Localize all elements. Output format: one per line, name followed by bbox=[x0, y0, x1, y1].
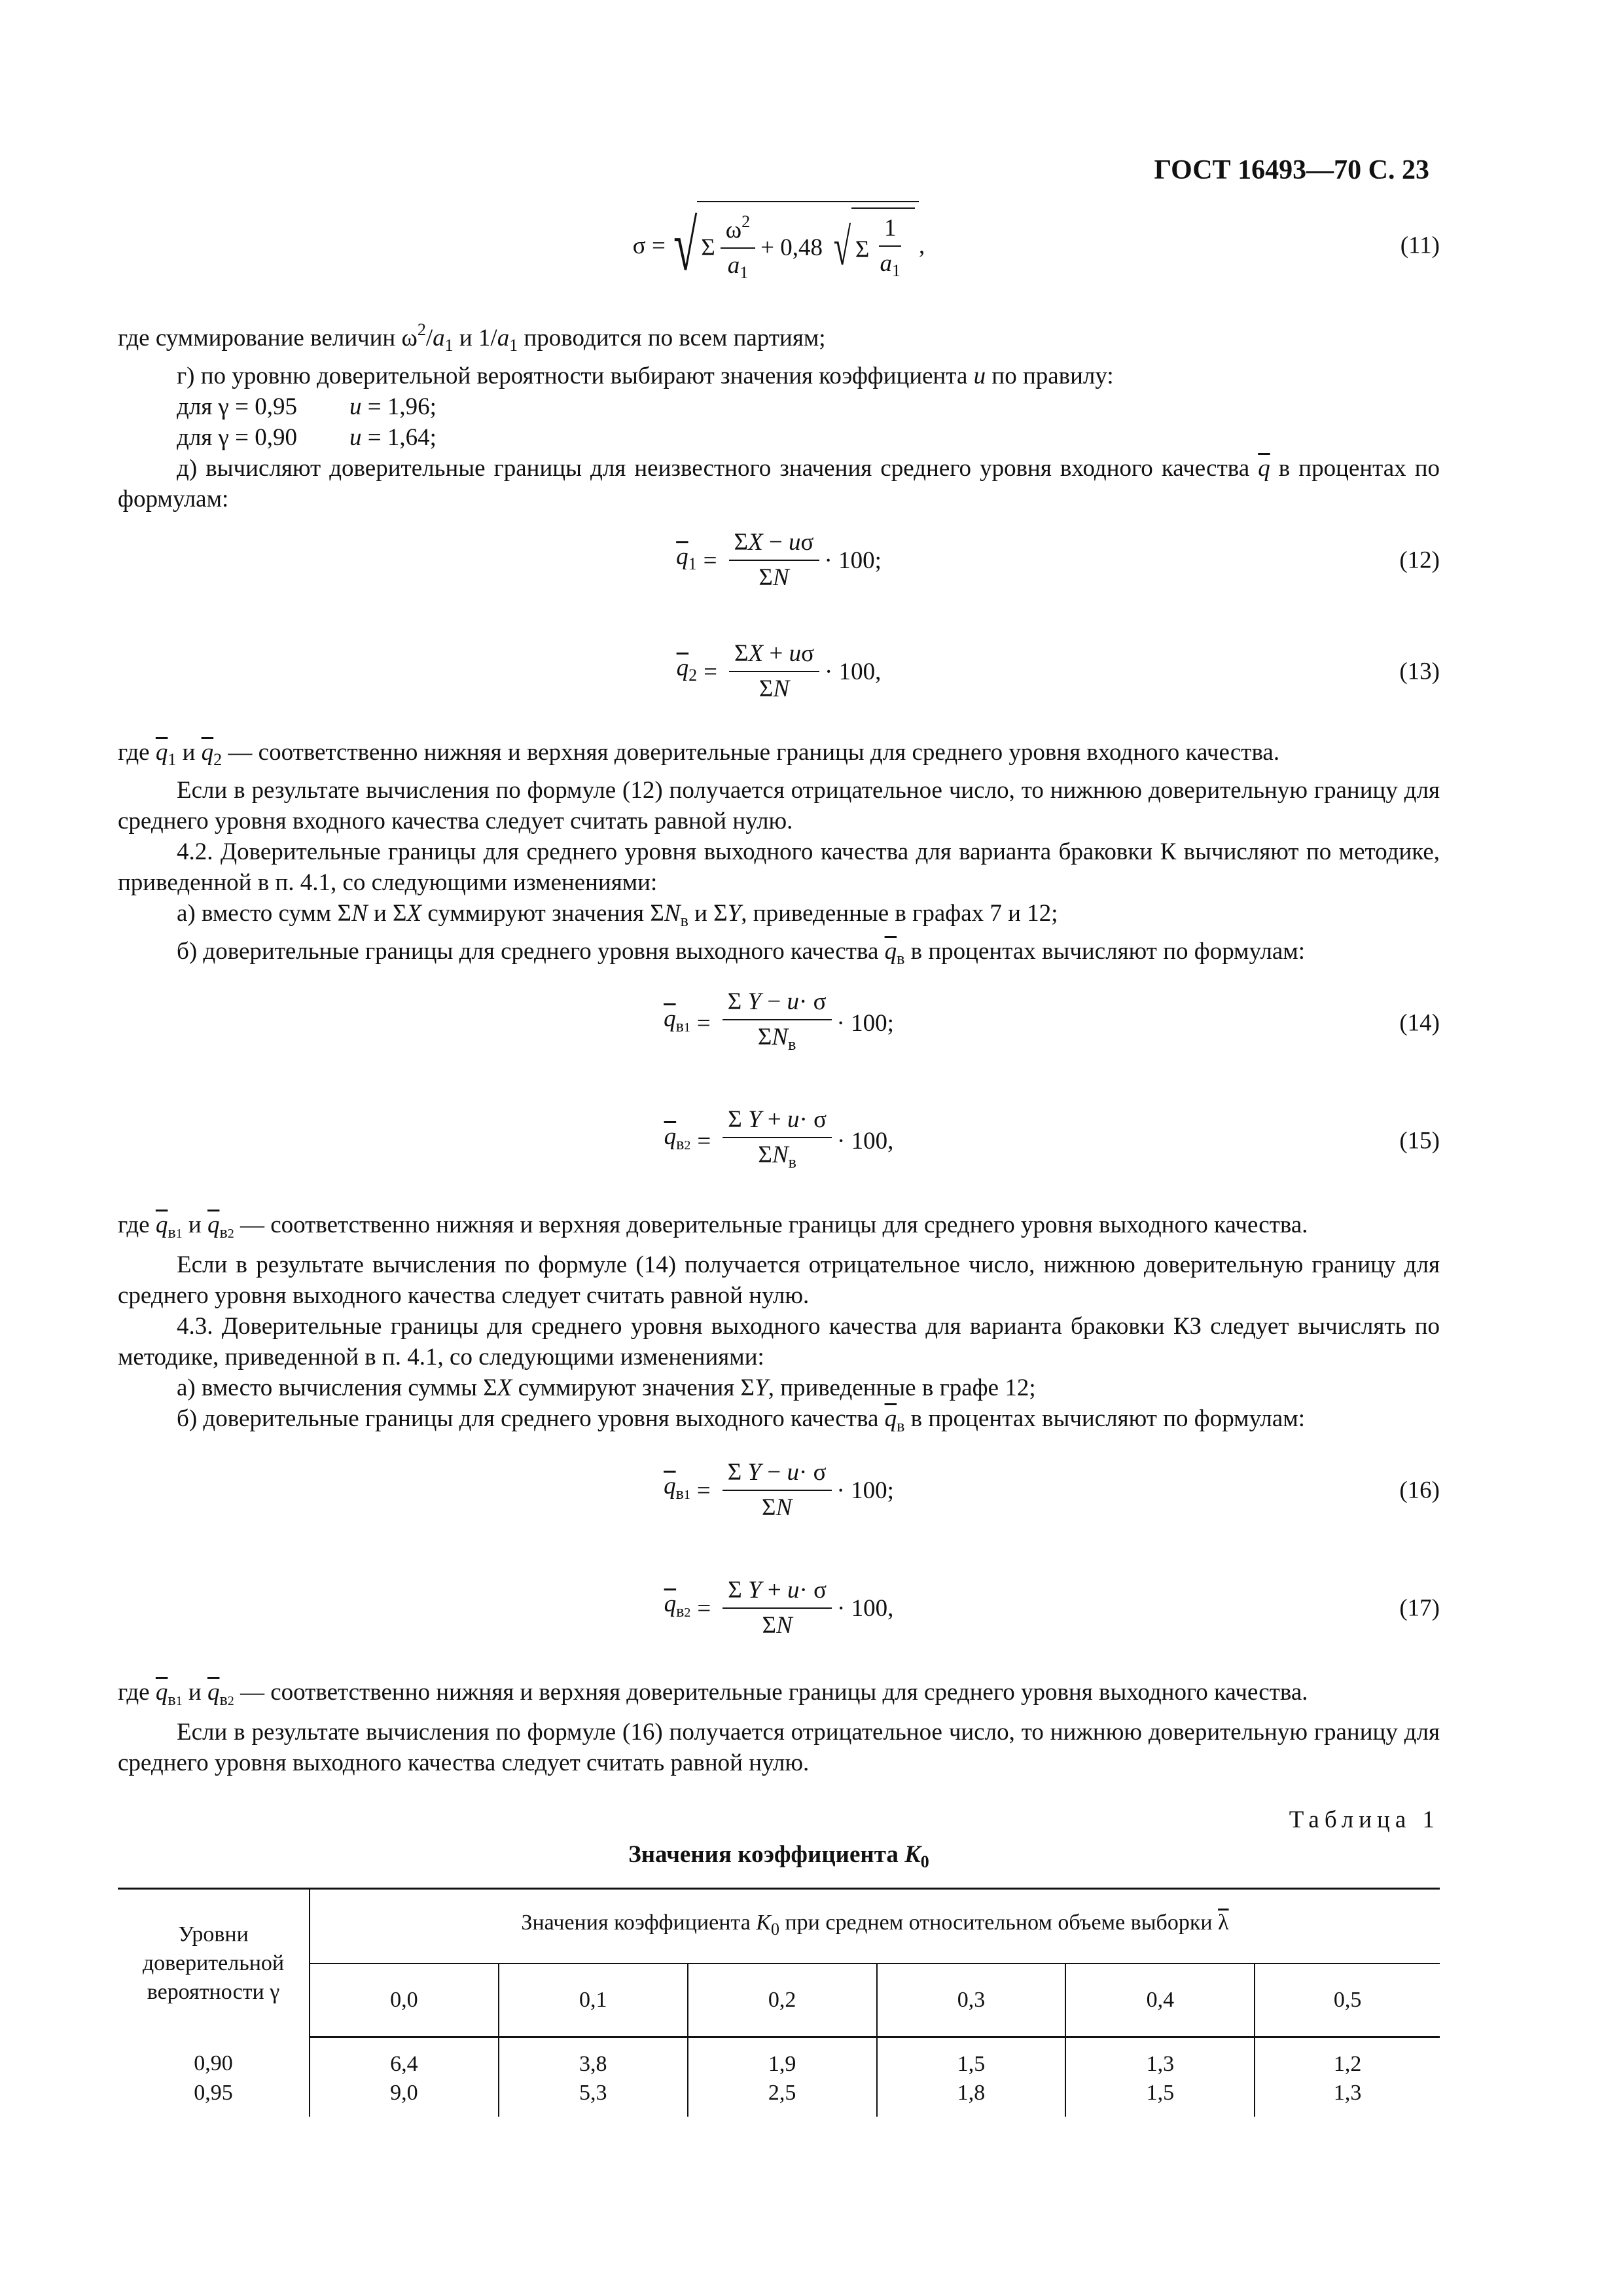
sub: 1 bbox=[175, 1227, 183, 1241]
table-cell-level: 0,90 bbox=[194, 2051, 233, 2076]
sub: в bbox=[675, 1483, 684, 1503]
x-var: X bbox=[748, 529, 763, 556]
equals: = bbox=[697, 1594, 711, 1622]
eq17-tail: · 100, bbox=[837, 1594, 894, 1622]
sub: 0 bbox=[920, 1852, 929, 1871]
op: + bbox=[769, 640, 783, 667]
eq11-root bbox=[666, 201, 919, 290]
q-var: $\overline{q}$ bbox=[676, 543, 688, 570]
paragraph-rule-095 bbox=[118, 391, 1440, 422]
table-cell: 1,9 bbox=[688, 2037, 877, 2079]
text: а) вместо сумм Σ bbox=[177, 900, 352, 927]
eq11-inner-radicand bbox=[851, 207, 915, 288]
sigma: Σ bbox=[762, 1612, 777, 1639]
table-label: Таблица 1 bbox=[1289, 1806, 1440, 1833]
sigma-symbol: Σ bbox=[855, 236, 870, 263]
text: и bbox=[188, 1679, 202, 1706]
sub: 2 bbox=[684, 1138, 691, 1153]
equation-17 bbox=[118, 1559, 1440, 1657]
u-var: u bbox=[789, 529, 801, 556]
sigma-var: σ bbox=[801, 640, 815, 667]
sigma-var: σ bbox=[800, 529, 814, 556]
q-var: $\overline{q}$ bbox=[884, 1405, 897, 1432]
text: суммируют значения Σ bbox=[421, 900, 664, 927]
n-var: N bbox=[772, 1023, 789, 1050]
sigma-var: · σ bbox=[799, 988, 827, 1015]
y-var: Y bbox=[748, 1577, 762, 1604]
eq11-frac2 bbox=[874, 211, 906, 288]
op: + bbox=[767, 1577, 781, 1604]
k-var: K bbox=[904, 1841, 921, 1868]
sigma-var: · σ bbox=[799, 1105, 827, 1133]
table-title bbox=[118, 1839, 1440, 1877]
sub: в bbox=[788, 1152, 796, 1172]
n-var: N bbox=[772, 1141, 789, 1168]
text: д) вычисляют доверительные границы для неизвестного значения среднего уровня входного качества bbox=[177, 455, 1250, 482]
u-var: u bbox=[789, 640, 802, 667]
paragraph-4-3-b bbox=[118, 1403, 1440, 1441]
sub: в bbox=[168, 1223, 176, 1242]
n-var: N bbox=[772, 564, 789, 591]
q-var: $\overline{q}$ bbox=[155, 1211, 168, 1238]
text: в процентах вычисляют по формулам: bbox=[910, 938, 1306, 965]
eq13-tail: · 100, bbox=[825, 658, 882, 685]
eq14-frac bbox=[722, 985, 832, 1062]
text: г) по уровню доверительной вероятности выбирают значения коэффициента bbox=[177, 363, 968, 389]
sub: в bbox=[788, 1034, 796, 1054]
eq11-plus: + 0,48 bbox=[760, 234, 823, 261]
paragraph-where-qv-2 bbox=[118, 1677, 1440, 1717]
n-var: N bbox=[776, 1494, 793, 1521]
sub: 2 bbox=[227, 1694, 234, 1708]
radical-sign: √ bbox=[833, 219, 851, 276]
sigma: Σ bbox=[727, 1459, 742, 1486]
sub: 1 bbox=[740, 263, 749, 282]
sub: в bbox=[676, 1601, 685, 1621]
x-var: X bbox=[406, 900, 422, 927]
equals: = bbox=[703, 547, 717, 574]
sup: 2 bbox=[741, 212, 751, 231]
sigma: Σ bbox=[727, 988, 742, 1015]
q-var: $\overline{q}$ bbox=[664, 1590, 677, 1617]
y-var: Y bbox=[747, 988, 762, 1015]
n-var: N bbox=[776, 1612, 793, 1639]
equation-number-15: (15) bbox=[1399, 1127, 1440, 1155]
sub: в bbox=[897, 1416, 905, 1435]
paragraph-where-q bbox=[118, 737, 1440, 775]
sigma: Σ bbox=[757, 1023, 772, 1050]
column-header: 0,5 bbox=[1255, 1964, 1440, 2037]
k0-table bbox=[118, 1888, 1440, 2117]
paragraph-4-2: 4.2. Доверительные границы для среднего уровня выходного качества для варианта браковки К вычисляют по методике, приведенной в п. 4.1, со следующими изменениями: bbox=[118, 838, 1440, 896]
eq11-frac bbox=[721, 205, 755, 290]
text: и Σ bbox=[367, 900, 407, 927]
text: и 1/ bbox=[453, 325, 497, 351]
sigma-var: · σ bbox=[799, 1459, 827, 1486]
a-var: a bbox=[433, 325, 445, 351]
column-header: 0,3 bbox=[877, 1964, 1066, 2037]
sub: 2 bbox=[213, 750, 223, 769]
eq15-tail: · 100, bbox=[837, 1127, 894, 1155]
paragraph-summation bbox=[118, 314, 1440, 361]
sub: 1 bbox=[509, 336, 518, 355]
sub: в bbox=[897, 949, 905, 968]
lambda-var: $\overline{\lambda}$ bbox=[1218, 1910, 1229, 1935]
sub: в bbox=[680, 911, 688, 930]
u-var: u bbox=[787, 1459, 799, 1486]
eq17-frac bbox=[722, 1573, 832, 1643]
x-var: X bbox=[748, 640, 764, 667]
text: проводится по всем партиям; bbox=[518, 325, 826, 351]
q-var: $\overline{q}$ bbox=[207, 1211, 220, 1238]
u-var: u bbox=[787, 988, 799, 1015]
q-var: $\overline{q}$ bbox=[1258, 455, 1270, 482]
y-var: Y bbox=[747, 1459, 762, 1486]
text: , приведенные в графах 7 и 12; bbox=[741, 900, 1058, 927]
equation-number-12: (12) bbox=[1399, 547, 1440, 574]
q-var: $\overline{q}$ bbox=[664, 1122, 677, 1150]
text: суммируют значения Σ bbox=[512, 1374, 755, 1401]
sub: 2 bbox=[227, 1227, 234, 1241]
q-var: $\overline{q}$ bbox=[155, 1679, 168, 1706]
text: / bbox=[425, 325, 433, 351]
equation-15 bbox=[118, 1092, 1440, 1190]
sub: 2 bbox=[688, 666, 698, 685]
page-header: ГОСТ 16493—70 С. 23 bbox=[1154, 155, 1429, 185]
table-cell: 5,3 bbox=[499, 2079, 688, 2117]
equation-number-14: (14) bbox=[1399, 1009, 1440, 1037]
text: в процентах по формулам: bbox=[118, 455, 1440, 512]
q-var: $\overline{q}$ bbox=[207, 1679, 220, 1706]
sigma: Σ bbox=[734, 529, 749, 556]
paragraph-4-3: 4.3. Доверительные границы для среднего уровня выходного качества для варианта браковки КЗ следует вычислять по методике, приведенной в п. 4.1, со следующими изменениями: bbox=[118, 1313, 1440, 1371]
sub: 1 bbox=[175, 1694, 183, 1708]
k-var: K bbox=[756, 1910, 771, 1935]
table-cell: 1,5 bbox=[1065, 2079, 1255, 2117]
equation-14 bbox=[118, 974, 1440, 1072]
equation-number-16: (16) bbox=[1399, 1477, 1440, 1504]
equation-number-13: (13) bbox=[1399, 658, 1440, 685]
equation-16 bbox=[118, 1441, 1440, 1539]
text: — соответственно нижняя и верхняя доверительные границы для среднего уровня входного качества. bbox=[228, 739, 1280, 766]
column-header: 0,4 bbox=[1065, 1964, 1255, 2037]
equation-11 bbox=[118, 196, 1440, 295]
paragraph-g bbox=[118, 361, 1440, 391]
table-row bbox=[118, 2079, 1440, 2117]
sub: 0 bbox=[770, 1920, 779, 1939]
text: б) доверительные границы для среднего уровня выходного качества bbox=[177, 938, 879, 965]
a-var: a bbox=[727, 252, 740, 279]
y-var: Y bbox=[748, 1105, 762, 1133]
radical-sign: √ bbox=[673, 206, 698, 285]
column-header: 0,0 bbox=[310, 1964, 499, 2037]
text: = 1,64; bbox=[367, 424, 437, 451]
sigma-var: · σ bbox=[799, 1577, 827, 1604]
text: при среднем относительном объеме выборки bbox=[785, 1910, 1213, 1935]
sigma: Σ bbox=[728, 1577, 742, 1604]
sigma: Σ bbox=[758, 1141, 772, 1168]
eq11-lhs: σ = bbox=[632, 232, 666, 259]
text: Значения коэффициента bbox=[521, 1910, 751, 1935]
eq11-inner-root bbox=[828, 207, 915, 288]
q-var: $\overline{q}$ bbox=[155, 739, 168, 766]
equals: = bbox=[697, 1127, 711, 1155]
q-var: $\overline{q}$ bbox=[676, 655, 689, 681]
text: для γ = 0,95 bbox=[177, 393, 298, 420]
sub: в bbox=[219, 1690, 228, 1709]
eq11-tail: , bbox=[918, 232, 925, 259]
eq13-frac bbox=[729, 637, 819, 706]
text: — соответственно нижняя и верхняя доверительные границы для среднего уровня выходного качества. bbox=[240, 1211, 1308, 1238]
eq15-frac bbox=[722, 1103, 832, 1179]
sigma: Σ bbox=[758, 675, 774, 702]
text: где суммирование величин ω bbox=[118, 325, 418, 351]
text: по правилу: bbox=[991, 363, 1114, 389]
equation-13 bbox=[118, 626, 1440, 717]
q-var: $\overline{q}$ bbox=[884, 938, 897, 965]
equation-number-17: (17) bbox=[1399, 1594, 1440, 1622]
sub: 1 bbox=[444, 336, 454, 355]
text: , приведенные в графе 12; bbox=[768, 1374, 1036, 1401]
n-var: N bbox=[664, 900, 681, 927]
column-header: 0,1 bbox=[499, 1964, 688, 2037]
op: − bbox=[768, 529, 783, 556]
sub: 1 bbox=[688, 554, 697, 573]
sub: в bbox=[219, 1223, 228, 1242]
text: б) доверительные границы для среднего уровня выходного качества bbox=[177, 1405, 879, 1432]
table-cell: 1,8 bbox=[877, 2079, 1066, 2117]
table-cell: 1,5 bbox=[877, 2037, 1066, 2079]
sub: 1 bbox=[683, 1487, 690, 1502]
eq16-tail: · 100; bbox=[836, 1477, 894, 1504]
op: + bbox=[767, 1105, 781, 1133]
q-var: $\overline{q}$ bbox=[201, 739, 214, 766]
column-header-level: Уровни доверительной вероятности γ bbox=[118, 1889, 310, 2037]
sub: 1 bbox=[891, 260, 901, 280]
text: где bbox=[118, 1211, 150, 1238]
text: а) вместо вычисления суммы Σ bbox=[177, 1374, 497, 1401]
u-var: u bbox=[787, 1105, 800, 1133]
paragraph-4-2-a bbox=[118, 898, 1440, 936]
op: − bbox=[767, 1459, 781, 1486]
u-var: u bbox=[349, 393, 362, 420]
u-var: u bbox=[787, 1577, 800, 1604]
equation-12 bbox=[118, 514, 1440, 606]
table-cell: 3,8 bbox=[499, 2037, 688, 2079]
equals: = bbox=[696, 1009, 711, 1037]
a-var: a bbox=[880, 249, 892, 277]
op: − bbox=[767, 988, 781, 1015]
n-var: N bbox=[351, 900, 368, 927]
table-cell: 9,0 bbox=[310, 2079, 499, 2117]
table-cell: 2,5 bbox=[688, 2079, 877, 2117]
one: 1 bbox=[879, 211, 902, 247]
equals: = bbox=[704, 658, 718, 685]
eq14-tail: · 100; bbox=[836, 1009, 894, 1037]
x-var: X bbox=[497, 1374, 512, 1401]
column-header: 0,2 bbox=[688, 1964, 877, 2037]
page-content bbox=[118, 196, 1440, 2117]
paragraph-rule-090 bbox=[118, 422, 1440, 453]
sub: 1 bbox=[683, 1020, 690, 1035]
text: = 1,96; bbox=[367, 393, 437, 420]
column-header-group bbox=[310, 1889, 1440, 1964]
sub: в bbox=[168, 1690, 176, 1709]
text: для γ = 0,90 bbox=[177, 424, 298, 451]
u-var: u bbox=[973, 363, 986, 389]
a-var: a bbox=[497, 325, 510, 351]
text: и Σ bbox=[688, 900, 728, 927]
eq12-frac bbox=[729, 526, 819, 595]
n-var: N bbox=[773, 675, 790, 702]
text: Значения коэффициента bbox=[628, 1841, 899, 1868]
q-var: $\overline{q}$ bbox=[664, 1472, 676, 1499]
eq12-tail: · 100; bbox=[824, 547, 882, 574]
sigma: Σ bbox=[762, 1494, 776, 1521]
sigma: Σ bbox=[758, 564, 773, 591]
equation-number-11: (11) bbox=[1400, 232, 1440, 259]
paragraph-d bbox=[118, 453, 1440, 514]
equals: = bbox=[696, 1477, 711, 1504]
paragraph-4-2-b bbox=[118, 936, 1440, 974]
paragraph-negative-12: Если в результате вычисления по формуле (12) получается отрицательное число, то нижнюю доверительную границу для среднего уровня входного качества следует считать равной нулю. bbox=[118, 777, 1440, 834]
table-cell: 1,3 bbox=[1255, 2079, 1440, 2117]
table-row bbox=[118, 2037, 1440, 2079]
u-var: u bbox=[349, 424, 362, 451]
paragraph-where-qv-1 bbox=[118, 1210, 1440, 1249]
y-var: Y bbox=[755, 1374, 768, 1401]
eq11-radicand bbox=[697, 201, 919, 290]
table-cell: 1,2 bbox=[1255, 2037, 1440, 2079]
sigma: Σ bbox=[734, 640, 749, 667]
text: — соответственно нижняя и верхняя доверительные границы для среднего уровня выходного качества. bbox=[240, 1679, 1308, 1706]
text: где bbox=[118, 1679, 150, 1706]
sub: 1 bbox=[168, 750, 177, 769]
text: где bbox=[118, 739, 150, 766]
text: в процентах вычисляют по формулам: bbox=[910, 1405, 1306, 1432]
sup: 2 bbox=[417, 320, 426, 339]
text: и bbox=[188, 1211, 202, 1238]
table-cell-level: 0,95 bbox=[194, 2081, 233, 2105]
paragraph-4-3-a bbox=[118, 1372, 1440, 1403]
paragraph-negative-14: Если в результате вычисления по формуле (14) получается отрицательное число, нижнюю доверительную границу для среднего уровня выходного качества следует считать равной нулю. bbox=[118, 1251, 1440, 1309]
table-cell: 1,3 bbox=[1065, 2037, 1255, 2079]
sub: в bbox=[675, 1016, 684, 1035]
paragraph-negative-16: Если в результате вычисления по формуле (16) получается отрицательное число, то нижнюю доверительную границу для среднего уровня выходного качества следует считать равной нулю. bbox=[118, 1719, 1440, 1776]
omega: ω bbox=[725, 217, 742, 243]
q-var: $\overline{q}$ bbox=[664, 1005, 676, 1032]
table-cell: 6,4 bbox=[310, 2037, 499, 2079]
y-var: Y bbox=[727, 900, 741, 927]
sigma: Σ bbox=[728, 1105, 742, 1133]
eq16-frac bbox=[722, 1456, 832, 1525]
sub: 2 bbox=[684, 1605, 691, 1620]
sub: в bbox=[676, 1134, 685, 1153]
text: и bbox=[182, 739, 196, 766]
sigma-symbol: Σ bbox=[701, 234, 715, 261]
